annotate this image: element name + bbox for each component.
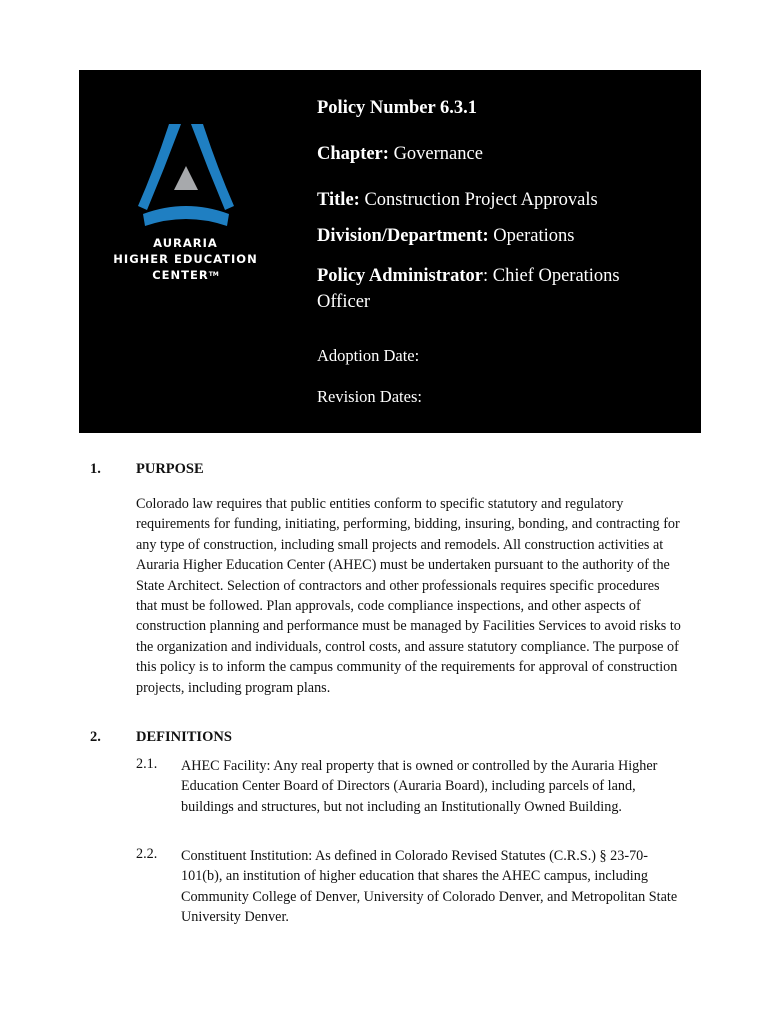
administrator-label: Policy Administrator — [317, 266, 483, 286]
title-label: Title: — [317, 190, 360, 210]
policy-number: Policy Number 6.3.1 — [317, 98, 477, 118]
title-line — [317, 190, 598, 211]
logo-line-2: HIGHER EDUCATION — [113, 252, 258, 266]
division-label: Division/Department: — [317, 226, 489, 246]
section-2-number: 2. — [90, 729, 101, 745]
purpose-paragraph: Colorado law requires that public entities conform to specific statutory and regulatory requirements for funding, initiating, performing, bidding, insuring, bonding, and contracting for any type of construction, including small projects and remodels. All construction activities at Auraria Higher Education Center (AHEC) must be undertaken pursuant to the authority of the State Architect. Selection of contractors and other professionals requires specific procedures that must be followed. Plan approvals, code compliance inspections, and other aspects of construction planning and performance must be managed by Facilities Services to avoid risks to the organization and individuals, control costs, and assure statutory compliance. The purpose of this policy is to inform the campus community of the requirements for approval of construction projects, including program plans. — [136, 496, 681, 696]
trademark-mark: TM — [208, 271, 219, 278]
section-1-number: 1. — [90, 461, 101, 477]
definition-2-2-number: 2.2. — [136, 846, 158, 862]
definition-2-1-text: AHEC Facility: Any real property that is owned or controlled by the Auraria Higher Education Center Board of Directors (Auraria Board), including parcels of land, buildings and structures, but not including an Institutionally Owned Building. — [181, 758, 658, 815]
auraria-logo-text — [103, 235, 268, 283]
section-2-title: DEFINITIONS — [136, 729, 232, 745]
logo-line-1: AURARIA — [153, 236, 218, 250]
chapter-label: Chapter: — [317, 144, 389, 164]
auraria-triangle-logo-icon — [137, 122, 235, 232]
chapter-value: Governance — [393, 144, 483, 164]
auraria-logo — [103, 122, 268, 292]
administrator-value: : Chief Operations Officer — [317, 266, 620, 312]
revision-dates-label: Revision Dates: — [317, 387, 422, 406]
logo-line-3: CENTER — [152, 268, 209, 282]
division-line — [317, 226, 574, 247]
definition-2-2-text: Constituent Institution: As defined in Colorado Revised Statutes (C.R.S.) § 23-70-101(b), an institution of higher education that shares the AHEC campus, including Community College of Denver, University of Colorado Denver, and Metropolitan State University Denver. — [181, 848, 678, 926]
definition-2-1-number: 2.1. — [136, 756, 158, 772]
title-value: Construction Project Approvals — [364, 190, 598, 210]
adoption-date-label: Adoption Date: — [317, 346, 420, 365]
division-value: Operations — [493, 226, 575, 246]
policy-header — [79, 70, 701, 433]
section-1-title: PURPOSE — [136, 461, 204, 477]
administrator-line — [317, 263, 657, 315]
chapter-line — [317, 144, 483, 165]
